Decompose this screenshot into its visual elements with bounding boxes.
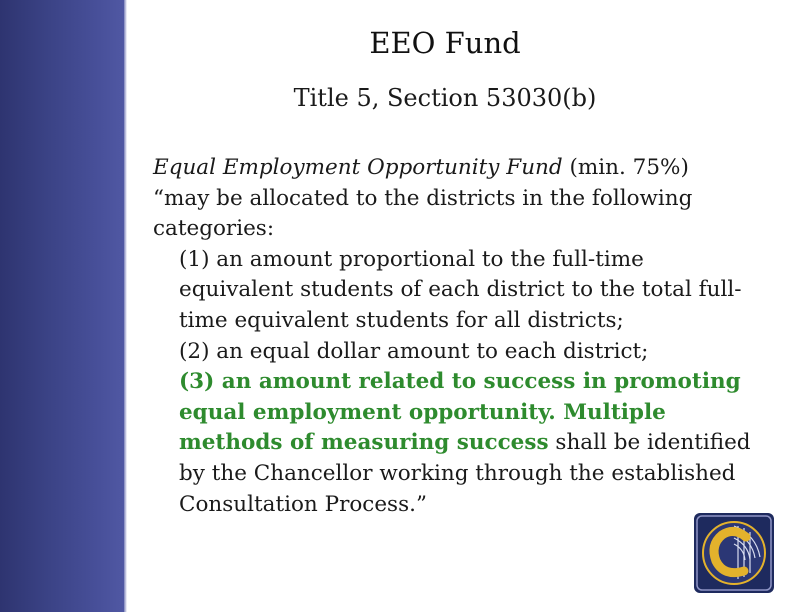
left-decorative-band [0, 0, 124, 612]
quote-intro: “may be allocated to the districts in the following categories: [153, 185, 693, 242]
california-community-colleges-logo-icon [694, 513, 774, 593]
item-3-highlight: (3) an amount related to success in promoting equal employment opportunity. Multiple methods of measuring success [179, 369, 741, 456]
item-3 [153, 367, 763, 520]
fund-line [153, 153, 763, 184]
slide-subtitle: Title 5, Section 53030(b) [293, 84, 597, 112]
fund-min-percent: (min. 75%) [562, 155, 689, 180]
item-3-rest: shall be identified by the Chancellor working through the established Consultation Process.” [179, 430, 751, 517]
fund-name: Equal Employment Opportunity Fund [153, 155, 563, 180]
band-edge-highlight [124, 0, 127, 612]
item-1: (1) an amount proportional to the full-time equivalent students of each district to the total full-time equivalent students for all districts; [179, 246, 742, 333]
item-2: (2) an equal dollar amount to each district; [179, 338, 649, 364]
slide-body [153, 153, 763, 520]
slide-title: EEO Fund [369, 26, 521, 60]
